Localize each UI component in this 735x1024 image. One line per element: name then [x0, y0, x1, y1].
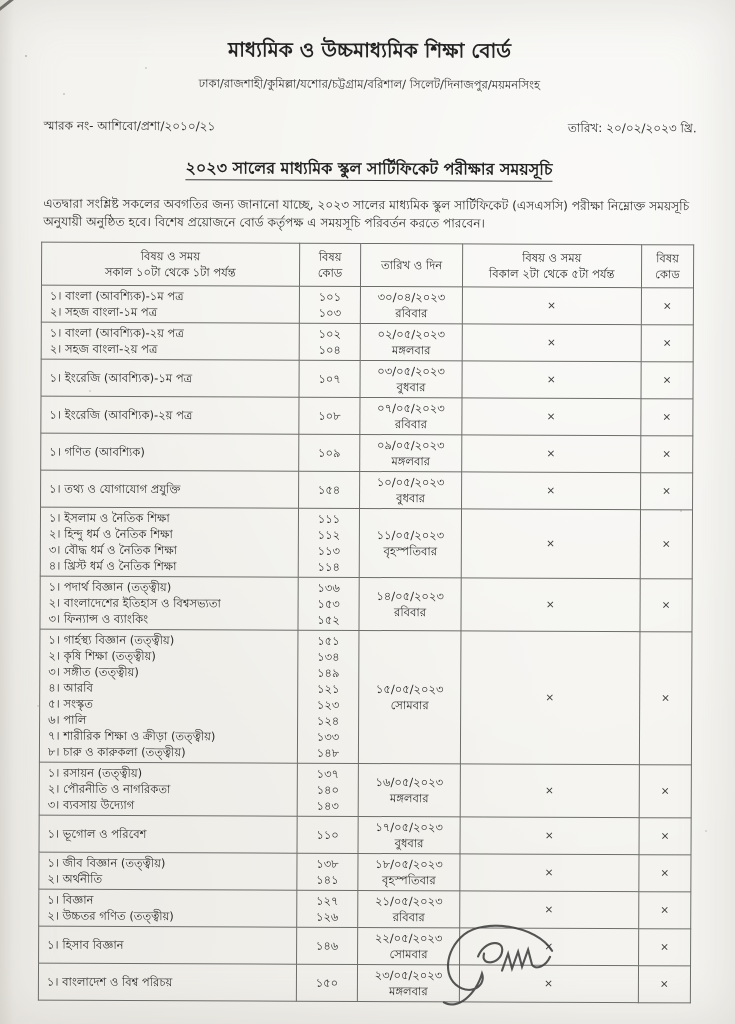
subject-code: ১৫০ — [315, 975, 339, 990]
subject-code-cell — [298, 577, 360, 630]
subject-name: ২। সহজ বাংলা-২য় পত্র — [49, 341, 158, 356]
exam-date: ৩০/০৪/২০২৩ — [377, 289, 446, 304]
afternoon-session-cell: × — [459, 927, 638, 965]
subject-name: ৩। বৌদ্ধ ধর্ম ও নৈতিক শিক্ষা — [48, 542, 178, 557]
exam-day: মঙ্গলবার — [391, 453, 431, 468]
subject-name: ৫। সংস্কৃত — [48, 696, 93, 711]
exam-day: বুধবার — [396, 379, 426, 394]
subject-name: ৬। পালি — [48, 712, 87, 727]
subject-name: ১। রসায়ন (তত্ত্বীয়) — [47, 765, 143, 780]
subject-name: ৩। সঙ্গীত (তত্ত্বীয়) — [48, 664, 139, 679]
subject-code-cell — [298, 471, 360, 508]
exam-date: ২৩/০৫/২০২৩ — [374, 967, 443, 982]
subject-code: ১২৪ — [316, 713, 340, 728]
exam-date: ১১/০৫/২০২৩ — [376, 527, 445, 542]
exam-date: ০২/০৫/২০২৩ — [377, 326, 446, 341]
subject-code: ১০৩ — [318, 305, 342, 320]
exam-date: ১৪/০৫/২০২৩ — [376, 588, 444, 603]
date-day-cell — [359, 763, 460, 816]
exam-schedule-table — [38, 241, 694, 1003]
subject-name: ২। বাংলাদেশের ইতিহাস ও বিশ্বসভ্যতা — [48, 595, 221, 610]
table-header — [41, 242, 693, 288]
table-row — [39, 926, 691, 966]
subject-code: ১৩৬ — [317, 580, 340, 595]
afternoon-session-cell: × — [460, 631, 640, 765]
subject-code: ১২৩ — [316, 697, 340, 712]
date-day-cell — [360, 434, 461, 471]
exam-day: বৃহস্পতিবার — [382, 872, 436, 887]
exam-date: ০৯/০৫/২০২৩ — [376, 437, 445, 452]
subject-name: ২। উচ্চতর গণিত (তত্ত্বীয়) — [47, 908, 174, 923]
afternoon-session-cell: × — [461, 435, 640, 473]
afternoon-code-cell: × — [638, 965, 690, 1002]
page-title: ২০২৩ সালের মাধ্যমিক স্কুল সার্টিফিকেট পরীক্ষার সময়সূচি — [1, 154, 735, 184]
subject-name: ১। বাংলাদেশ ও বিশ্ব পরিচয় — [46, 974, 173, 989]
header-date-day: তারিখ ও দিন — [361, 243, 462, 286]
exam-day: বুধবার — [396, 490, 426, 505]
morning-subjects-cell — [39, 889, 297, 927]
morning-subjects-cell — [38, 963, 296, 1001]
subject-code: ১৪৯ — [317, 665, 340, 680]
subject-code: ১০১ — [318, 289, 342, 304]
morning-subjects-cell — [41, 285, 299, 323]
subject-code: ১১৪ — [317, 559, 340, 574]
afternoon-session-cell: × — [461, 472, 640, 510]
afternoon-code-cell: × — [641, 361, 693, 398]
subject-code-cell — [298, 434, 360, 471]
date-day-cell — [361, 286, 462, 323]
afternoon-session-cell: × — [459, 964, 638, 1002]
table-row — [41, 470, 693, 510]
board-regions-line: ঢাকা/রাজশাহী/কুমিল্লা/যশোর/চট্টগ্রাম/বরিশাল/ সিলেট/দিনাজপুর/ময়মনসিংহ — [198, 76, 541, 92]
afternoon-session-cell: × — [460, 763, 640, 817]
subject-code: ১২৭ — [316, 893, 339, 908]
date-day-cell — [360, 397, 461, 434]
subject-name: ১। বাংলা (আবশ্যিক)-২য় পত্র — [49, 325, 184, 340]
subject-name: ১। গার্হস্থ্য বিজ্ঞান (তত্ত্বীয়) — [48, 632, 175, 647]
morning-subjects-cell — [41, 396, 299, 434]
afternoon-code-cell: × — [640, 509, 692, 578]
afternoon-code-cell: × — [641, 324, 693, 361]
afternoon-session-cell: × — [459, 853, 638, 891]
afternoon-code-cell: × — [639, 631, 692, 764]
subject-name: ৪। আরবি — [48, 680, 93, 695]
subject-name: ৭। শারীরিক শিক্ষা ও ক্রীড়া (তত্ত্বীয়) — [47, 728, 216, 743]
subject-code: ১৫৪ — [317, 482, 341, 497]
subject-code: ১০৭ — [318, 371, 341, 386]
subject-name: ২। পৌরনীতি ও নাগরিকতা — [47, 781, 171, 796]
subject-code-cell — [299, 323, 361, 360]
exam-day: মঙ্গলবার — [389, 790, 429, 805]
subject-code: ১৩৮ — [316, 856, 339, 871]
table-row — [41, 285, 693, 325]
afternoon-session-cell: × — [459, 890, 638, 928]
subject-name: ১। বিজ্ঞান — [47, 892, 94, 907]
morning-subjects-cell — [39, 926, 297, 964]
afternoon-code-cell: × — [639, 764, 691, 817]
subject-name: ২। কৃষি শিক্ষা (তত্ত্বীয়) — [48, 648, 156, 663]
subject-code: ১১০ — [316, 827, 339, 842]
exam-day: রবিবার — [393, 604, 427, 619]
morning-subjects-cell — [41, 359, 299, 397]
exam-day: মঙ্গলবার — [391, 342, 431, 357]
exam-date: ২১/০৫/২০২৩ — [374, 893, 443, 908]
subject-code: ১৫২ — [317, 612, 340, 627]
subject-code-cell — [297, 816, 359, 853]
intro-paragraph: এতদ্বারা সংশ্লিষ্ট সকলের অবগতির জন্য জানানো যাচ্ছে, ২০২৩ সালের মাধ্যমিক স্কুল সার্টিফিকেট (এসএসসি) পরীক্ষা নিম্নোক্ত সময়সূচি অনুযায়ী অনুষ্ঠিত হবে। বিশেষ প্রয়োজনে বোর্ড কর্তৃপক্ষ এ সময়সূচি পরিবর্তন করতে পারবেন। — [43, 196, 690, 231]
date-day-cell — [360, 471, 461, 508]
memo-number: স্মারক নং- আশিবো/প্রশা/২০১০/২১ — [43, 118, 216, 134]
morning-subjects-cell — [39, 629, 297, 763]
table-row — [41, 396, 693, 436]
date-day-cell — [360, 360, 461, 397]
subject-code-cell — [296, 890, 358, 927]
exam-day: বৃহস্পতিবার — [383, 543, 438, 558]
exam-day: রবিবার — [392, 909, 425, 924]
subject-code-cell — [296, 964, 358, 1001]
afternoon-session-cell: × — [461, 398, 640, 436]
subject-code-cell — [298, 508, 360, 577]
afternoon-code-cell: × — [641, 287, 693, 324]
afternoon-code-cell: × — [640, 435, 692, 472]
subject-name: ১। বাংলা (আবশ্যিক)-১ম পত্র — [49, 288, 184, 303]
morning-subjects-cell — [39, 852, 297, 890]
subject-code-cell — [298, 397, 360, 434]
subject-code: ১৪০ — [316, 782, 340, 797]
subject-name: ২। সহজ বাংলা-১ম পত্র — [49, 304, 158, 319]
exam-day: রবিবার — [395, 305, 428, 320]
subject-code: ১৫১ — [317, 633, 340, 648]
afternoon-session-cell: × — [460, 816, 639, 854]
board-name-heading: মাধ্যমিক ও উচ্চমাধ্যমিক শিক্ষা বোর্ড — [227, 37, 512, 63]
subject-code-cell — [297, 630, 360, 763]
header-afternoon-code: বিষয় কোড — [641, 244, 693, 287]
table-row — [41, 433, 693, 473]
subject-code: ১৪৬ — [315, 938, 339, 953]
afternoon-code-cell: × — [638, 928, 690, 965]
subject-code-cell — [299, 286, 361, 323]
exam-date: ০৭/০৫/২০২৩ — [377, 400, 445, 415]
morning-subjects-cell — [40, 507, 298, 577]
morning-subjects-cell — [40, 576, 298, 630]
morning-subjects-cell — [41, 433, 299, 471]
header-subject-code: বিষয় কোড — [299, 243, 361, 286]
subject-code: ১২১ — [316, 681, 340, 696]
exam-day: সোমবার — [390, 697, 429, 712]
afternoon-code-cell: × — [639, 817, 691, 854]
exam-date: ২২/০৫/২০২৩ — [374, 930, 443, 945]
afternoon-code-cell: × — [640, 472, 692, 509]
afternoon-session-cell: × — [461, 509, 641, 579]
exam-date: ০৩/০৫/২০২৩ — [377, 363, 445, 378]
subject-name: ১। গণিত (আবশ্যিক) — [49, 444, 145, 459]
exam-day: রবিবার — [394, 416, 427, 431]
afternoon-code-cell: × — [638, 891, 690, 928]
date-day-cell — [358, 853, 459, 890]
subject-code-cell — [296, 853, 358, 890]
date-day-cell — [359, 630, 461, 763]
exam-date: ১৫/০৫/২০২৩ — [375, 681, 444, 696]
subject-name: ২। হিন্দু ধর্ম ও নৈতিক শিক্ষা — [48, 526, 173, 541]
exam-day: মঙ্গলবার — [389, 983, 428, 998]
afternoon-session-cell: × — [462, 324, 641, 362]
exam-date: ১৮/০৫/২০২৩ — [375, 856, 443, 871]
afternoon-session-cell: × — [462, 361, 641, 399]
subject-code: ১৫৩ — [317, 596, 340, 611]
subject-name: ৪। খ্রিস্ট ধর্ম ও নৈতিক শিক্ষা — [48, 558, 177, 573]
afternoon-code-cell: × — [640, 578, 692, 631]
exam-date: ১০/০৫/২০২৩ — [376, 474, 445, 489]
table-row — [39, 852, 691, 892]
table-row — [40, 507, 692, 579]
document-date: তারিখ: ২০/০২/২০২৩ খ্রি. — [567, 120, 697, 136]
table-row — [38, 963, 690, 1003]
afternoon-session-cell: × — [460, 578, 640, 632]
subject-code: ১২৬ — [315, 909, 339, 924]
subject-name: ১। ইংরেজি (আবশ্যিক)-১ম পত্র — [49, 370, 193, 385]
exam-date: ১৭/০৫/২০২৩ — [375, 819, 443, 834]
subject-code: ১১২ — [317, 527, 341, 542]
afternoon-session-cell: × — [462, 287, 641, 325]
subject-code: ১০৯ — [318, 445, 341, 460]
subject-code: ১০৮ — [318, 408, 341, 423]
afternoon-code-cell: × — [639, 854, 691, 891]
subject-name: ৩। ফিন্যান্স ও ব্যাংকিং — [48, 611, 149, 626]
exam-day: সোমবার — [389, 946, 428, 961]
table-row — [40, 576, 692, 632]
morning-subjects-cell — [41, 322, 299, 360]
subject-code-cell — [297, 763, 359, 816]
table-row — [39, 629, 692, 765]
table-row — [41, 359, 693, 399]
memo-date-row — [44, 118, 697, 141]
header-morning-session: বিষয় ও সময় সকাল ১০টা থেকে ১টা পর্যন্ত — [41, 242, 299, 286]
subject-code: ১৩৭ — [316, 766, 340, 781]
subject-code: ১৪৮ — [316, 745, 340, 760]
subject-code: ১৩৩ — [316, 729, 340, 744]
subject-code: ১১১ — [317, 511, 341, 526]
morning-subjects-cell — [39, 815, 297, 853]
subject-code: ১৪১ — [316, 872, 339, 887]
subject-name: ১। ইংরেজি (আবশ্যিক)-২য় পত্র — [49, 407, 193, 422]
table-row — [39, 762, 691, 818]
morning-subjects-cell — [41, 470, 299, 508]
subject-name: ১। জীব বিজ্ঞান (তত্ত্বীয়) — [47, 855, 166, 870]
subject-code-cell — [299, 360, 361, 397]
header-afternoon-session: বিষয় ও সময় বিকাল ২টা থেকে ৫টা পর্যন্ত — [462, 244, 641, 288]
schedule-rows — [38, 285, 693, 1003]
exam-date: ১৬/০৫/২০২৩ — [375, 774, 444, 789]
subject-name: ১। হিসাব বিজ্ঞান — [47, 937, 124, 952]
subject-name: ৩। ব্যবসায় উদ্যোগ — [47, 797, 135, 812]
subject-code: ১০৪ — [318, 342, 341, 357]
signature — [436, 918, 576, 1019]
subject-code-cell — [296, 927, 358, 964]
date-day-cell — [360, 508, 461, 577]
date-day-cell — [358, 816, 459, 853]
table-row — [39, 815, 691, 855]
table-row — [41, 322, 693, 362]
date-day-cell — [359, 577, 460, 630]
subject-name: ১। পদার্থ বিজ্ঞান (তত্ত্বীয়) — [48, 579, 172, 594]
subject-name: ২। অর্থনীতি — [47, 871, 103, 886]
subject-code: ১০২ — [318, 326, 342, 341]
subject-name: ১। ভূগোল ও পরিবেশ — [47, 826, 147, 841]
subject-name: ১। তথ্য ও যোগাযোগ প্রযুক্তি — [49, 481, 181, 496]
date-day-cell — [361, 323, 462, 360]
exam-day: বুধবার — [394, 835, 424, 850]
subject-code: ১৪৩ — [316, 798, 339, 813]
subject-code: ১৩৪ — [317, 649, 340, 664]
subject-name: ৮। চারু ও কারুকলা (তত্ত্বীয়) — [47, 744, 186, 759]
subject-code: ১১৩ — [317, 543, 341, 558]
table-row — [39, 889, 691, 929]
subject-name: ১। ইসলাম ও নৈতিক শিক্ষা — [48, 510, 170, 525]
morning-subjects-cell — [39, 762, 297, 816]
afternoon-code-cell: × — [641, 398, 693, 435]
